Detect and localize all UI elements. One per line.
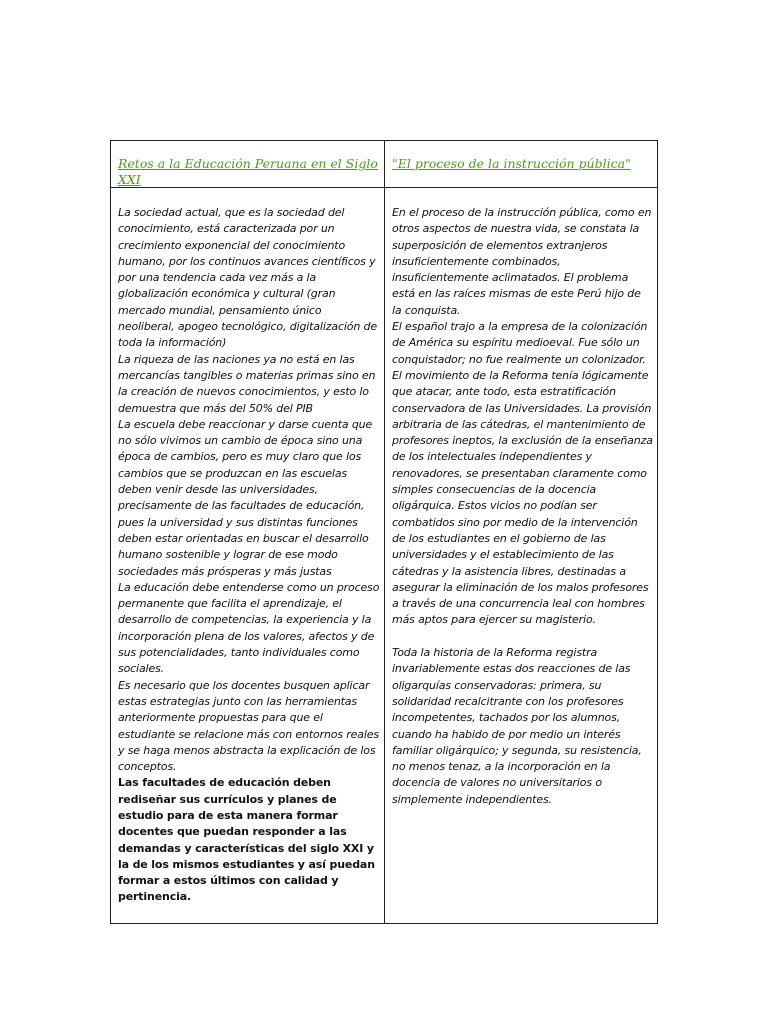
left-paragraph: La riqueza de las naciones ya no está en las mercancías tangibles o materias primas sino en la creación de nuevos conocimientos, y esto lo demuestra que más del 50% del PIB bbox=[118, 352, 376, 415]
left-paragraph: La educación debe entenderse como un proceso permanente que facilita el aprendizaje, el desarrollo de competencias, la experiencia y la incorporación plena de los valores, afectos y de sus potencialidades, tanto individuales como sociales. bbox=[118, 580, 380, 676]
right-paragraph: Toda la historia de la Reforma registra invariablemente estas dos reacciones de las oligarquías conservadoras: primera, su solidaridad recalcitrante con los profesores incompetentes, tachados por los alumnos, cuando ha habido de por medio un interés familiar oligárquico; y segunda, su resistencia, no menos tenaz, a la incorporación en la docencia de valores no universitarios o simplemente independientes. bbox=[392, 646, 642, 806]
left-paragraph-bold: Las facultades de educación deben rediseñar sus currículos y planes de estudio para de esta manera formar docentes que puedan responder a las demandas y características del siglo XXI y la de los mismos estudiantes y así puedan formar a estos últimos con calidad y pertinencia. bbox=[118, 776, 375, 904]
paragraph-spacer bbox=[392, 629, 653, 645]
right-column-text bbox=[385, 188, 657, 923]
left-paragraph: Es necesario que los docentes busquen aplicar estas estrategias junto con las herramientas anteriormente propuestas para que el estudiante se relacione más con entornos reales y se haga menos abstracta la explicación de los conceptos. bbox=[118, 678, 379, 774]
right-column-title: "El proceso de la instrucción pública" bbox=[392, 156, 631, 171]
comparison-table bbox=[110, 140, 658, 924]
left-column-title: Retos a la Educación Peruana en el Siglo XXI bbox=[111, 141, 385, 187]
left-paragraph: La escuela debe reaccionar y darse cuenta que no sólo vivimos un cambio de época sino una época de cambios, pero es muy claro que los cambios que se produzcan en las escuelas deben venir desde las universidades, precisamente de las facultades de educación, pues la universidad y sus distintas funciones deben estar orientadas en buscar el desarrollo humano sostenible y lograr de ese modo sociedades más prósperas y más justas bbox=[118, 417, 373, 578]
table-body-row bbox=[111, 188, 657, 923]
table-header-row bbox=[111, 141, 657, 188]
left-paragraph: La sociedad actual, que es la sociedad del conocimiento, está caracterizada por un crecimiento exponencial del conocimiento humano, por los continuos avances científicos y por una tendencia cada vez más a la globalización económica y cultural (gran mercado mundial, pensamiento único neoliberal, apogeo tecnológico, digitalización de toda la información) bbox=[118, 206, 377, 350]
right-paragraph: El español trajo a la empresa de la colonización de América su espíritu medioeval. Fue sólo un conquistador; no fue realmente un colonizador. El movimiento de la Reforma tenía lógicamente que atacar, ante todo, esta estratificación conservadora de las Universidades. La provisión arbitraria de las cátedras, el mantenimiento de profesores ineptos, la exclusión de la enseñanza de los intelectuales independientes y renovadores, se presentaban claramente como simples consecuencias de la docencia oligárquica. Estos vicios no podían ser combatidos sino por medio de la intervención de los estudiantes en el gobierno de las universidades y el establecimiento de las cátedras y la asistencia libres, destinadas a asegurar la eliminación de los malos profesores a través de una concurrencia leal con hombres más aptos para ejercer su magisterio. bbox=[392, 320, 653, 627]
left-column-text bbox=[111, 188, 385, 923]
right-paragraph: En el proceso de la instrucción pública, como en otros aspectos de nuestra vida, se constata la superposición de elementos extranjeros insuficientemente combinados, insuficientemente aclimatados. El problema está en las raíces mismas de este Perú hijo de la conquista. bbox=[392, 206, 652, 317]
